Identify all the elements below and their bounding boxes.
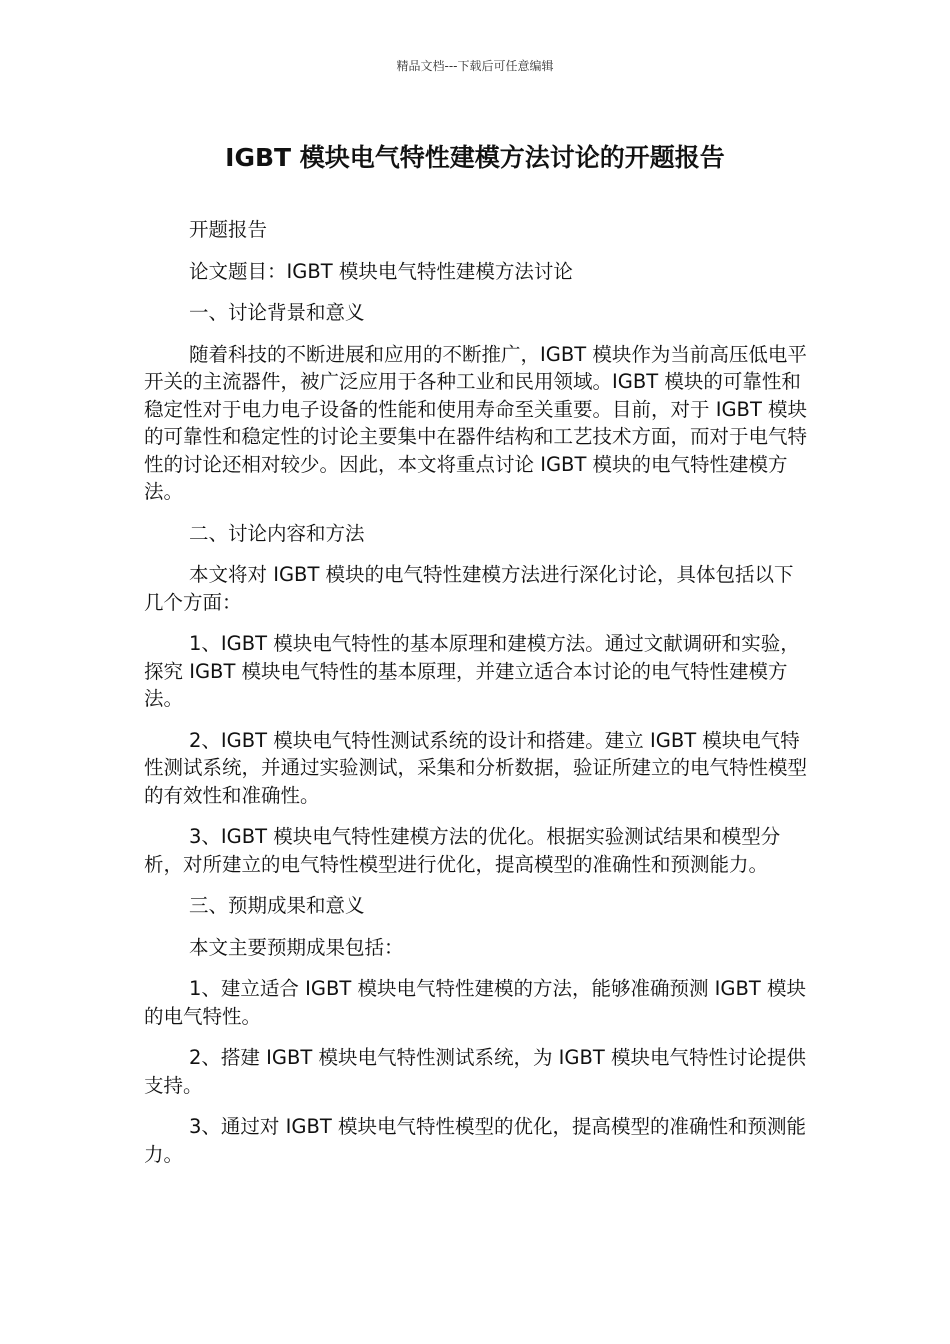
list-item-result-3: 3、通过对 IGBT 模块电气特性模型的优化，提高模型的准确性和预测能力。 [144, 1115, 806, 1166]
list-item-content-1: 1、IGBT 模块电气特性的基本原理和建模方法。通过文献调研和实验，探究 IGBT 模块电气特性的基本原理，并建立适合本讨论的电气特性建模方法。 [144, 632, 800, 710]
document-body [144, 216, 812, 1182]
paragraph-results-intro: 本文主要预期成果包括： [189, 935, 404, 959]
list-item-result-1: 1、建立适合 IGBT 模块电气特性建模的方法，能够准确预测 IGBT 模块的电气特性。 [144, 977, 807, 1028]
list-item-content-2: 2、IGBT 模块电气特性测试系统的设计和搭建。建立 IGBT 模块电气特性测试系统，并通过实验测试，采集和分析数据，验证所建立的电气特性模型的有效性和准确性。 [144, 728, 808, 807]
paragraph-thesis-title: 论文题目：IGBT 模块电气特性建模方法讨论 [189, 259, 573, 283]
section-heading-background: 一、讨论背景和意义 [189, 301, 365, 324]
paragraph-background: 随着科技的不断进展和应用的不断推广，IGBT 模块作为当前高压低电平开关的主流器件，被广泛应用于各种工业和民用领域。IGBT 模块的可靠性和稳定性对于电力电子设备的性能和使用寿命至关重要。目前，对于 IGBT 模块的可靠性和稳定性的讨论主要集中在器件结构和工艺技术方面，而对于电气特性的讨论还相对较少。因此，本文将重点讨论 IGBT 模块的电气特性建模方法。 [144, 342, 808, 503]
page-header-note: 精品文档---下载后可任意编辑 [396, 59, 554, 73]
document-title: IGBT 模块电气特性建模方法讨论的开题报告 [225, 143, 725, 172]
list-item-content-3: 3、IGBT 模块电气特性建模方法的优化。根据实验测试结果和模型分析，对所建立的电气特性模型进行优化，提高模型的准确性和预测能力。 [144, 825, 781, 876]
list-item-result-2: 2、搭建 IGBT 模块电气特性测试系统，为 IGBT 模块电气特性讨论提供支持。 [144, 1046, 807, 1097]
paragraph-report-label: 开题报告 [189, 218, 268, 241]
section-heading-expected-results: 三、预期成果和意义 [189, 894, 365, 917]
section-heading-content-methods: 二、讨论内容和方法 [189, 521, 365, 545]
paragraph-content-intro: 本文将对 IGBT 模块的电气特性建模方法进行深化讨论，具体包括以下几个方面： [144, 563, 794, 614]
